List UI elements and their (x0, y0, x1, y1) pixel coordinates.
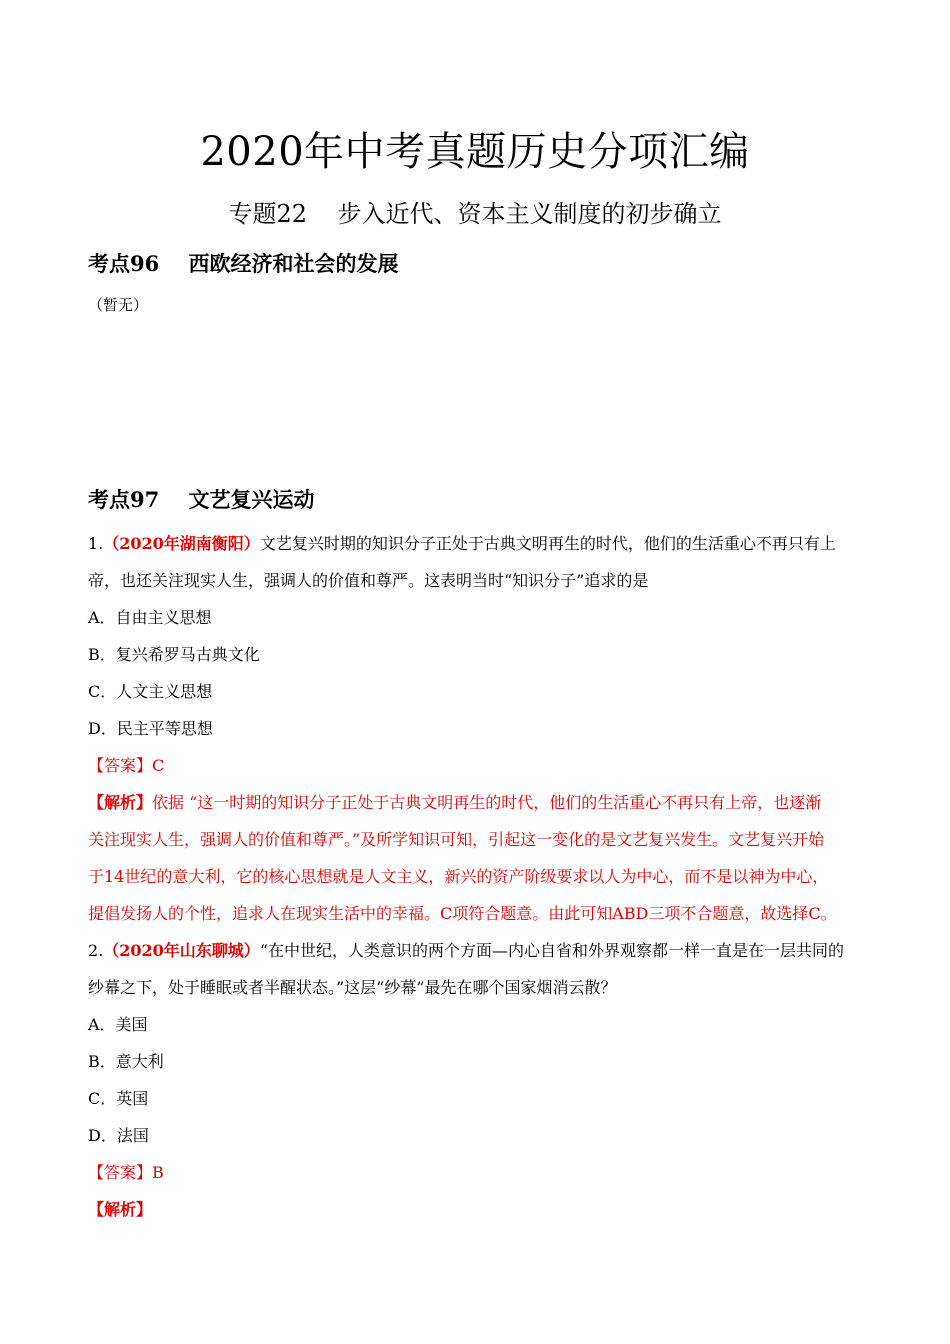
question-2-option-a: A．美国 (88, 1015, 148, 1034)
question-2-analysis-label: 【解析】 (88, 1200, 153, 1219)
question-2-number: 2. (88, 941, 104, 960)
question-1-option-d: D．民主平等思想 (88, 719, 213, 738)
question-2-option-c: C．英国 (88, 1089, 149, 1108)
question-1-text-line2: 帝，也还关注现实人生，强调人的价值和尊严。这表明当时“知识分子”追求的是 (88, 571, 649, 590)
section-97-heading: 考点97 文艺复兴运动 (88, 487, 315, 512)
question-2-answer-label: 【答案】 (88, 1163, 153, 1182)
question-2-option-d: D．法国 (88, 1126, 149, 1145)
question-1-stem (88, 525, 868, 562)
question-1-option-b: B．复兴希罗马古典文化 (88, 645, 260, 664)
question-2-text-line1: “在中世纪，人类意识的两个方面—内心自省和外界观察都一样一直是在一层共同的 (259, 941, 844, 960)
question-list (88, 525, 868, 1228)
document-title: 2020年中考真题历史分项汇编 (200, 129, 750, 175)
question-1-analysis-label: 【解析】 (88, 793, 153, 812)
question-2-analysis (88, 1191, 868, 1228)
question-1-number: 1. (88, 534, 104, 553)
question-1-analysis-line3: 于14世纪的意大利，它的核心思想就是人文主义，新兴的资产阶级要求以人为中心，而不是以神为中心， (88, 867, 829, 886)
question-1-analysis-text-1: 依据 “这一时期的知识分子正处于古典文明再生的时代，他们的生活重心不再只有上帝，也逐渐 (152, 793, 822, 812)
question-2-answer (88, 1154, 868, 1191)
question-2-text-line2: 纱幕之下，处于睡眠或者半醒状态。”这层“纱幕”最先在哪个国家烟消云散？ (88, 978, 617, 997)
question-2-source: （2020年山东聊城） (103, 941, 260, 960)
document-subtitle: 专题22 步入近代、资本主义制度的初步确立 (228, 200, 722, 228)
question-2-option-b: B．意大利 (88, 1052, 164, 1071)
question-1-answer-value: C (152, 756, 165, 775)
question-1-analysis-line2: 关注现实人生，强调人的价值和尊严。”及所学知识可知，引起这一变化的是文艺复兴发生。文艺复兴开始 (88, 830, 825, 849)
question-2-stem (88, 932, 868, 969)
question-1-option-c: C．人文主义思想 (88, 682, 213, 701)
question-1-analysis-line1 (88, 784, 868, 821)
question-1-option-a: A．自由主义思想 (88, 608, 212, 627)
question-1-answer (88, 747, 868, 784)
question-1-source: （2020年湖南衡阳） (103, 534, 260, 553)
question-1-analysis-line4: 提倡发扬人的个性，追求人在现实生活中的幸福。C项符合题意。由此可知ABD三项不合题意，故选择C。 (88, 904, 837, 923)
question-1-answer-label: 【答案】 (88, 756, 153, 775)
question-2-answer-value: B (152, 1163, 164, 1182)
question-1-text-line1: 文艺复兴时期的知识分子正处于古典文明再生的时代，他们的生活重心不再只有上 (259, 534, 836, 553)
section-96-heading: 考点96 西欧经济和社会的发展 (88, 251, 399, 276)
section-96-note: （暂无） (88, 296, 149, 314)
